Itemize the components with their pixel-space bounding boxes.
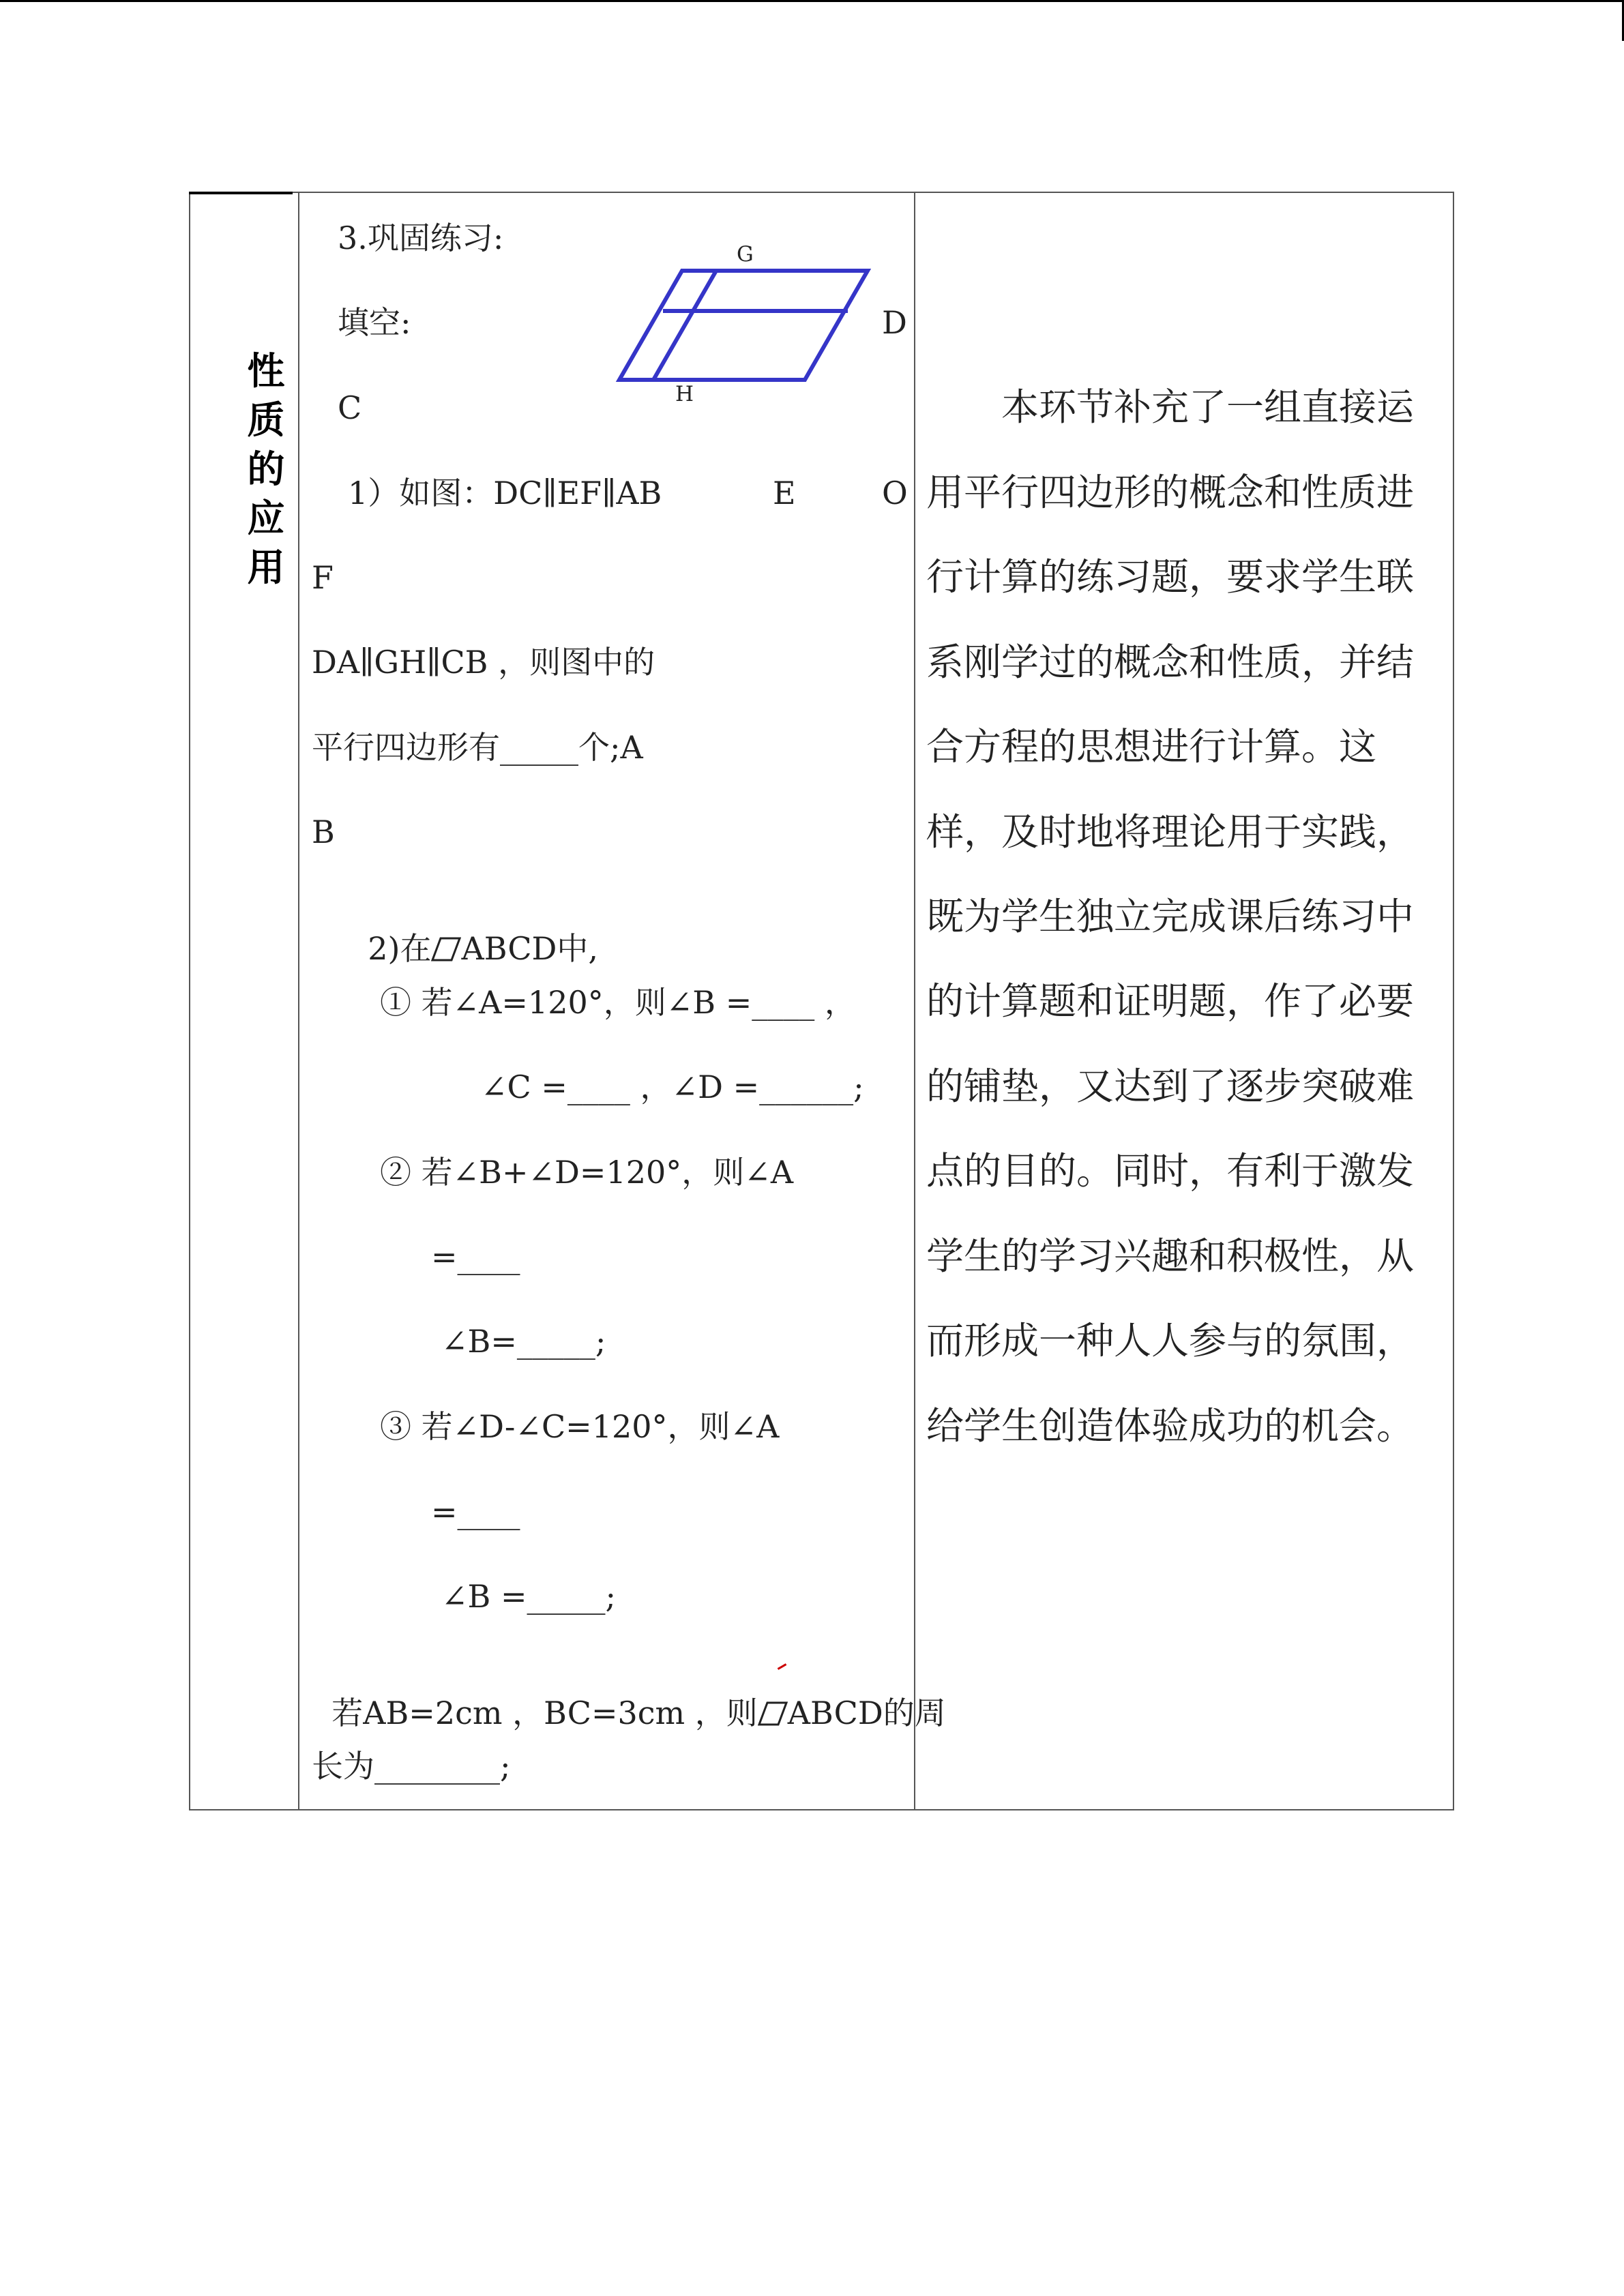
commentary-line: 的计算题和证明题，作了必要 xyxy=(926,979,1415,1023)
question-3-line-2: 长为________; xyxy=(312,1748,511,1785)
question-2-rest: ABCD中, xyxy=(461,930,599,967)
question-1: 1）如图：DC∥EF∥AB xyxy=(348,475,662,511)
commentary-line: 样，及时地将理论用于实践， xyxy=(926,810,1415,854)
label-o: O xyxy=(882,475,908,511)
table-divider-1 xyxy=(298,192,299,1810)
page-top-border xyxy=(0,0,1624,2)
commentary-line: 本环节补充了一组直接运 xyxy=(1001,385,1415,429)
label-b: B xyxy=(312,814,335,850)
commentary-line: 点的目的。同时，有利于激发 xyxy=(926,1149,1415,1193)
heading-char: 用 xyxy=(247,546,285,589)
commentary-line: 给学生创造体验成功的机会。 xyxy=(926,1404,1415,1448)
commentary-line: 系刚学过的概念和性质，并结 xyxy=(926,640,1415,684)
label-c: C xyxy=(338,389,362,426)
commentary-line: 而形成一种人人参与的氛围， xyxy=(926,1319,1415,1362)
parallelogram-symbol-icon xyxy=(431,936,461,962)
label-d: D xyxy=(882,304,907,341)
commentary-line: 既为学生独立完成课后练习中 xyxy=(926,895,1415,938)
fill-blank-label: 填空: xyxy=(338,304,411,341)
figure-lines xyxy=(619,271,868,380)
question-2-lead: 2)在 xyxy=(368,930,432,967)
parallelogram-figure xyxy=(614,263,887,389)
parallelogram-outline xyxy=(619,271,868,380)
heading-char: 应 xyxy=(247,496,285,540)
label-f: F xyxy=(312,559,334,596)
question-3-rest: ABCD的周 xyxy=(787,1695,946,1731)
segment-gh xyxy=(653,271,716,380)
question-2-1b: ∠C =____ ，∠D =______; xyxy=(481,1069,864,1105)
question-2-1a: ① 若∠A=120°，则∠B =____ ， xyxy=(380,984,856,1021)
question-1-line-3: 平行四边形有_____个;A xyxy=(312,729,643,766)
commentary-line: 用平行四边形的概念和性质进 xyxy=(926,471,1415,514)
question-2-2a: ② 若∠B+∠D=120°，则∠A xyxy=(380,1154,794,1191)
question-2-2c: ∠B=_____; xyxy=(441,1323,606,1360)
figure-label-h: H xyxy=(675,382,694,406)
figure-label-g: G xyxy=(737,242,754,267)
question-2-2b: =____ xyxy=(431,1238,520,1275)
section-heading xyxy=(242,346,290,592)
commentary-line: 学生的学习兴趣和积极性，从 xyxy=(926,1234,1415,1278)
label-e: E xyxy=(773,475,796,511)
table-top-accent xyxy=(189,192,293,194)
commentary-line: 合方程的思想进行计算。这 xyxy=(926,725,1377,769)
commentary-line: 行计算的练习题，要求学生联 xyxy=(926,555,1415,599)
heading-char: 质 xyxy=(247,398,285,442)
question-2-3b: =____ xyxy=(431,1493,520,1530)
question-3 xyxy=(312,1666,946,1729)
question-3-lead: 若AB=2cm ，BC=3cm ，则 xyxy=(331,1695,758,1731)
question-1-line-2: DA∥GH∥CB ，则图中的 xyxy=(312,644,655,681)
exercise-title: 3.巩固练习: xyxy=(338,220,504,256)
heading-char: 性 xyxy=(247,349,285,393)
heading-char: 的 xyxy=(247,447,285,491)
parallelogram-symbol-icon xyxy=(758,1701,788,1727)
table-divider-2 xyxy=(914,192,915,1810)
question-2-3c: ∠B =_____; xyxy=(441,1578,617,1615)
question-2 xyxy=(348,901,599,967)
commentary-line: 的铺垫，又达到了逐步突破难 xyxy=(926,1064,1415,1108)
question-2-3a: ③ 若∠D-∠C=120°，则∠A xyxy=(380,1408,780,1445)
